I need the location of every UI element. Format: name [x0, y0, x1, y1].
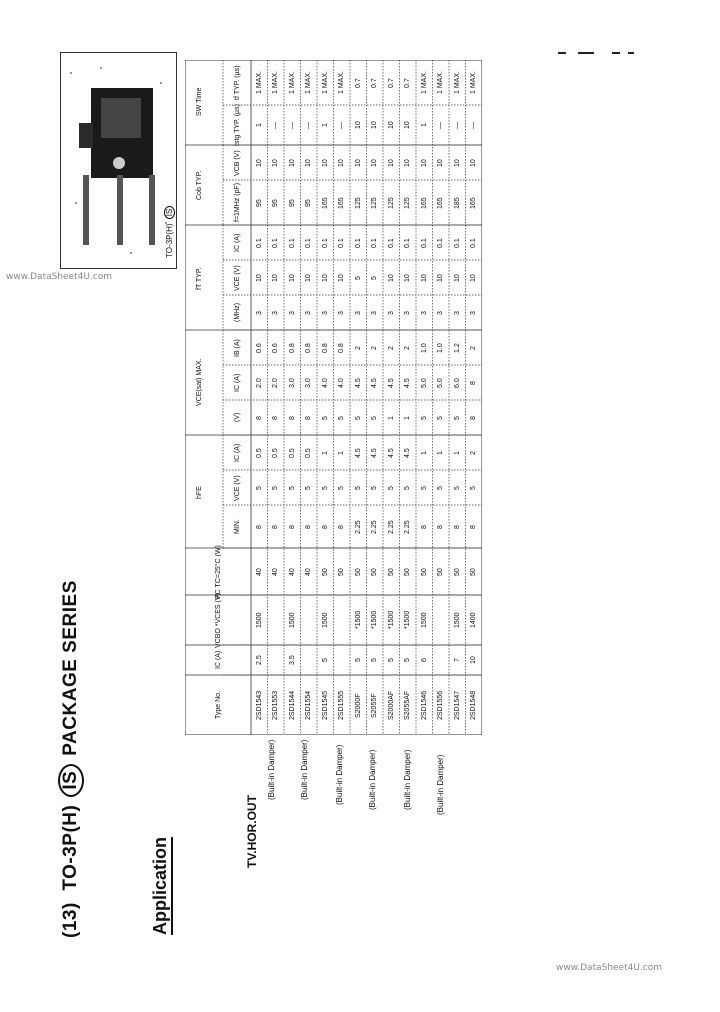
table-cell: 4.5 — [404, 447, 412, 458]
header-sw-time: SW Time — [195, 87, 203, 116]
table-cell: 4.5 — [371, 447, 379, 458]
table-cell: 4.5 — [354, 447, 362, 458]
table-cell: 0.7 — [371, 77, 379, 88]
table-cell: 0.8 — [288, 342, 296, 353]
table-cell: 50 — [453, 567, 461, 576]
application-label: TV.HOR.OUT — [245, 795, 259, 868]
table-cell: 1 MAX. — [453, 71, 461, 94]
type-number-cell: 2SD1547 — [453, 690, 461, 720]
table-cell: 5 — [288, 485, 296, 490]
page-mark — [578, 52, 594, 54]
page-mark — [612, 52, 620, 54]
table-cell: 50 — [420, 567, 428, 576]
table-cell: 1.0 — [437, 342, 445, 353]
type-number-cell: 2SD1553 — [272, 690, 280, 720]
table-cell: 0.1 — [305, 237, 313, 248]
builtin-damper-label: (Built-in Damper) — [403, 749, 412, 810]
table-cell: 4.5 — [404, 377, 412, 388]
table-cell: 3.0 — [305, 377, 313, 388]
table-cell: 1500 — [453, 612, 461, 628]
table-cell: 8 — [305, 524, 313, 529]
builtin-damper-label: (Built-in Damper) — [335, 744, 344, 805]
table-cell: *1500 — [371, 610, 379, 629]
table-cell: 5 — [354, 275, 362, 280]
table-cell: 10 — [288, 158, 296, 167]
table-cell: 3 — [470, 310, 478, 315]
table-cell: 10 — [387, 158, 395, 167]
header-min: MIN. — [233, 519, 241, 534]
table-cell: — — [288, 121, 296, 129]
header-ft: fT TYP. — [195, 266, 203, 290]
table-cell: 5 — [371, 415, 379, 420]
table-cell: 165 — [338, 196, 346, 209]
table-cell: 2.25 — [371, 519, 379, 534]
table-cell: 10 — [387, 273, 395, 282]
table-cell: 2 — [470, 345, 478, 350]
table-cell: 4.0 — [338, 377, 346, 388]
table-cell: 8 — [470, 524, 478, 529]
table-cell: 1 — [321, 450, 329, 455]
table-cell: 8 — [470, 415, 478, 420]
table-cell: 125 — [404, 196, 412, 209]
table-cell: 3 — [354, 310, 362, 315]
table-cell: 8 — [305, 415, 313, 420]
table-cell: 0.7 — [387, 77, 395, 88]
table-cell: 5 — [354, 485, 362, 490]
table-cell: 1500 — [321, 612, 329, 628]
spec-table — [185, 60, 482, 735]
header-cob: Cob TYP. — [195, 170, 203, 200]
table-cell: *1500 — [354, 610, 362, 629]
watermark-bottom: www.DataSheet4U.com — [556, 963, 663, 973]
table-cell: 0.1 — [272, 237, 280, 248]
header-hic: IC (A) — [233, 443, 241, 462]
table-cell: 10 — [470, 158, 478, 167]
table-cell: 1 — [420, 123, 428, 127]
table-cell: 8 — [288, 415, 296, 420]
table-cell: 40 — [305, 567, 313, 576]
table-cell: 5 — [437, 485, 445, 490]
table-cell: 185 — [453, 196, 461, 209]
header-cob: f=1MHz (pF) — [233, 182, 241, 222]
type-number-cell: 2SD1548 — [470, 690, 478, 720]
table-cell: 3 — [420, 310, 428, 315]
table-cell: 3.0 — [288, 377, 296, 388]
table-cell: 4.5 — [354, 377, 362, 388]
table-cell: 6 — [420, 658, 428, 662]
table-cell: 0.6 — [255, 342, 263, 353]
table-cell: 50 — [470, 567, 478, 576]
table-cell: 5 — [354, 415, 362, 420]
table-cell: 10 — [437, 273, 445, 282]
table-cell: — — [338, 121, 346, 129]
header-vce: VCE (V) — [233, 474, 241, 501]
table-cell: 40 — [272, 567, 280, 576]
table-cell: 3 — [305, 310, 313, 315]
table-cell: 5 — [404, 485, 412, 490]
table-cell: 2.25 — [404, 519, 412, 534]
table-cell: 1 — [321, 123, 329, 127]
table-cell: 0.1 — [255, 237, 263, 248]
table-cell: 5 — [470, 485, 478, 490]
type-number-cell: 2SD1554 — [305, 690, 313, 720]
table-cell: 1.2 — [453, 342, 461, 353]
table-cell: 5 — [453, 415, 461, 420]
table-cell: 10 — [354, 158, 362, 167]
table-cell: 1 — [338, 450, 346, 455]
type-number-cell: S2055AF — [404, 690, 412, 720]
table-cell: 0.6 — [272, 342, 280, 353]
table-cell: 8 — [338, 524, 346, 529]
table-cell: 8 — [453, 524, 461, 529]
table-cell: 10 — [272, 273, 280, 282]
table-cell: 10 — [420, 273, 428, 282]
package-label: TO-3P(H) IS — [164, 204, 175, 258]
table-cell: 3 — [321, 310, 329, 315]
table-cell: 5 — [420, 415, 428, 420]
table-cell: 3 — [338, 310, 346, 315]
table-cell: 8 — [272, 524, 280, 529]
table-cell: 1 — [437, 450, 445, 455]
table-cell: 1 MAX. — [305, 71, 313, 94]
header-sib: IB (A) — [233, 338, 241, 357]
type-number-cell: 2SD1555 — [338, 690, 346, 720]
watermark-left: www.DataSheet4U.com — [6, 272, 113, 282]
table-cell: 0.1 — [338, 237, 346, 248]
table-cell: — — [437, 121, 445, 129]
table-cell: — — [470, 121, 478, 129]
header-ic: IC (A) — [214, 650, 222, 669]
header-tstg: tstg TYP. (µs) — [233, 104, 241, 146]
header-vcb: VCB (V) — [233, 149, 241, 176]
type-number-cell: 2SD1543 — [255, 690, 263, 720]
table-cell: 0.1 — [387, 237, 395, 248]
table-cell: 5 — [321, 658, 329, 662]
type-number-cell: 2SD1556 — [437, 690, 445, 720]
table-cell: 2.25 — [354, 519, 362, 534]
table-cell: — — [453, 121, 461, 129]
is-circled-mark: IS — [58, 764, 84, 797]
table-cell: 8 — [255, 415, 263, 420]
table-cell: 10 — [420, 158, 428, 167]
table-cell: 125 — [354, 196, 362, 209]
table-cell: — — [305, 121, 313, 129]
table-cell: 50 — [321, 567, 329, 576]
table-cell: 0.7 — [354, 77, 362, 88]
table-cell: 40 — [288, 567, 296, 576]
table-cell: 165 — [420, 196, 428, 209]
header-vcbo: VCBO *VCES (V) — [214, 592, 222, 648]
table-cell: 2.0 — [255, 377, 263, 388]
builtin-damper-label: (Built-in Damper) — [300, 739, 309, 800]
table-cell: 8 — [272, 415, 280, 420]
table-cell: 125 — [387, 196, 395, 209]
table-cell: 10 — [321, 273, 329, 282]
table-cell: 2.5 — [255, 655, 263, 665]
table-cell: 0.1 — [437, 237, 445, 248]
table-cell: 50 — [437, 567, 445, 576]
table-cell: 10 — [354, 121, 362, 129]
table-cell: 3 — [272, 310, 280, 315]
table-cell: 3 — [288, 310, 296, 315]
table-cell: 1.0 — [420, 342, 428, 353]
header-hfe: hFE — [195, 485, 203, 499]
table-cell: 0.5 — [272, 447, 280, 458]
table-cell: 3 — [404, 310, 412, 315]
table-cell: 3 — [453, 310, 461, 315]
table-cell: 95 — [288, 198, 296, 207]
table-cell: 1 MAX. — [272, 71, 280, 94]
table-cell: 2 — [387, 345, 395, 350]
table-cell: 10 — [255, 158, 263, 167]
table-cell: 4.5 — [387, 377, 395, 388]
table-cell: 5 — [272, 485, 280, 490]
table-cell: 50 — [404, 567, 412, 576]
table-cell: 3 — [387, 310, 395, 315]
transistor-image — [61, 53, 176, 268]
table-cell: 95 — [272, 198, 280, 207]
table-cell: 0.1 — [453, 237, 461, 248]
table-cell: 4.0 — [321, 377, 329, 388]
table-cell: 5 — [387, 485, 395, 490]
table-cell: 5 — [354, 658, 362, 662]
table-cell: 40 — [255, 567, 263, 576]
table-cell: 2.25 — [387, 519, 395, 534]
table-cell: 5 — [371, 658, 379, 662]
table-cell: 5 — [387, 658, 395, 662]
table-cell: 10 — [321, 158, 329, 167]
header-fvce: VCE (V) — [233, 264, 241, 291]
type-number-cell: 2SD1544 — [288, 690, 296, 720]
table-cell: 1400 — [470, 612, 478, 628]
table-cell: 0.5 — [288, 447, 296, 458]
header-sic: IC (A) — [233, 373, 241, 392]
table-cell: 1 MAX. — [255, 71, 263, 94]
table-cell: 6.0 — [453, 377, 461, 388]
table-cell: 2 — [354, 345, 362, 350]
table-cell: 0.1 — [371, 237, 379, 248]
builtin-damper-label: (Built-in Damper) — [368, 749, 377, 810]
table-cell: 10 — [272, 158, 280, 167]
table-cell: 2 — [404, 345, 412, 350]
table-cell: 10 — [470, 656, 478, 664]
table-cell: 3 — [255, 310, 263, 315]
table-cell: 10 — [404, 273, 412, 282]
table-cell: 5 — [338, 485, 346, 490]
table-cell: 1 MAX. — [321, 71, 329, 94]
table-cell: 165 — [321, 196, 329, 209]
table-cell: 95 — [255, 198, 263, 207]
table-cell: 1 MAX. — [420, 71, 428, 94]
table-cell: 165 — [470, 196, 478, 209]
table-cell: 5 — [321, 485, 329, 490]
table-cell: 10 — [404, 158, 412, 167]
table-cell: 5 — [338, 415, 346, 420]
table-cell: 4.5 — [371, 377, 379, 388]
type-number-cell: 2SD1545 — [321, 690, 329, 720]
table-cell: 5 — [420, 485, 428, 490]
table-cell: 1 MAX. — [437, 71, 445, 94]
table-cell: 5 — [453, 485, 461, 490]
table-cell: 95 — [305, 198, 313, 207]
table-cell: 10 — [387, 121, 395, 129]
table-cell: 2 — [371, 345, 379, 350]
table-cell: 5 — [371, 275, 379, 280]
header-tf: tf TYP. (µs) — [233, 65, 241, 100]
table-cell: 3 — [437, 310, 445, 315]
builtin-damper-label: (Built-in Damper) — [267, 739, 276, 800]
table-cell: 3 — [371, 310, 379, 315]
table-cell: 50 — [338, 567, 346, 576]
table-cell: 1 — [453, 450, 461, 455]
table-cell: 10 — [338, 273, 346, 282]
table-cell: 50 — [354, 567, 362, 576]
table-cell: 7 — [453, 658, 461, 662]
table-cell: 1 MAX. — [338, 71, 346, 94]
table-cell: 10 — [338, 158, 346, 167]
table-cell: 1 — [420, 450, 428, 455]
table-cell: 1500 — [288, 612, 296, 628]
table-cell: 10 — [371, 158, 379, 167]
table-cell: 1 — [387, 415, 395, 420]
table-cell: 2 — [470, 450, 478, 455]
header-fic: IC (A) — [233, 233, 241, 252]
table-cell: 10 — [404, 121, 412, 129]
table-cell: 5 — [371, 485, 379, 490]
header-sv: (V) — [233, 412, 241, 422]
table-cell: 10 — [305, 158, 313, 167]
table-cell: 10 — [470, 273, 478, 282]
page-title: (13) TO-3P(H)ISPACKAGE SERIES — [58, 580, 84, 938]
page-mark — [558, 52, 566, 54]
table-cell: 1500 — [420, 612, 428, 628]
table-cell: 50 — [371, 567, 379, 576]
table-cell: 5 — [255, 485, 263, 490]
table-cell: 50 — [387, 567, 395, 576]
table-cell: 1 — [404, 415, 412, 420]
builtin-damper-label: (Built-in Damper) — [436, 754, 445, 815]
header-type: Type No. — [214, 690, 222, 719]
table-cell: 0.1 — [470, 237, 478, 248]
table-cell: 0.5 — [255, 447, 263, 458]
table-cell: 10 — [437, 158, 445, 167]
table-cell: 0.5 — [305, 447, 313, 458]
table-cell: 1 MAX. — [288, 71, 296, 94]
table-cell: 0.8 — [321, 342, 329, 353]
type-number-cell: S2055F — [371, 692, 379, 718]
header-vcesat: VCE(sat) MAX. — [195, 358, 203, 406]
table-cell: 0.8 — [338, 342, 346, 353]
table-cell: 10 — [371, 121, 379, 129]
table-cell: 5.0 — [437, 377, 445, 388]
package-photo-frame — [60, 52, 177, 269]
table-cell: 10 — [453, 273, 461, 282]
table-cell: *1500 — [387, 610, 395, 629]
table-cell: 0.1 — [404, 237, 412, 248]
table-cell: 8 — [288, 524, 296, 529]
header-ft: (MHz) — [233, 302, 241, 322]
table-cell: — — [272, 121, 280, 129]
table-cell: 4.5 — [387, 447, 395, 458]
table-cell: 8 — [321, 524, 329, 529]
table-cell: 1500 — [255, 612, 263, 628]
table-cell: 5 — [321, 415, 329, 420]
table-cell: 5 — [437, 415, 445, 420]
table-cell: 0.7 — [404, 77, 412, 88]
table-cell: 0.1 — [354, 237, 362, 248]
table-cell: 10 — [255, 273, 263, 282]
header-pc: PC TC=25°C (W) — [214, 544, 222, 599]
table-cell: 3.5 — [288, 655, 296, 665]
table-cell: 0.1 — [288, 237, 296, 248]
table-cell: 10 — [305, 273, 313, 282]
type-number-cell: S2000F — [354, 692, 362, 718]
table-cell: 8 — [255, 524, 263, 529]
table-cell: 8 — [470, 380, 478, 385]
table-cell: 0.1 — [420, 237, 428, 248]
table-cell: 1 MAX. — [470, 71, 478, 94]
table-cell: 10 — [453, 158, 461, 167]
table-cell: 8 — [437, 524, 445, 529]
application-heading: Application — [150, 837, 173, 935]
table-cell: 2.0 — [272, 377, 280, 388]
table-cell: 5 — [305, 485, 313, 490]
table-cell: 8 — [420, 524, 428, 529]
table-cell: 125 — [371, 196, 379, 209]
table-cell: 1 — [255, 123, 263, 127]
table-cell: 10 — [288, 273, 296, 282]
table-cell: 165 — [437, 196, 445, 209]
table-cell: 0.1 — [321, 237, 329, 248]
table-cell: 0.8 — [305, 342, 313, 353]
table-cell: 5.0 — [420, 377, 428, 388]
type-number-cell: 2SD1546 — [420, 690, 428, 720]
table-cell: 5 — [404, 658, 412, 662]
page-mark — [628, 52, 634, 54]
table-cell: *1500 — [404, 610, 412, 629]
type-number-cell: S2000AF — [387, 690, 395, 720]
